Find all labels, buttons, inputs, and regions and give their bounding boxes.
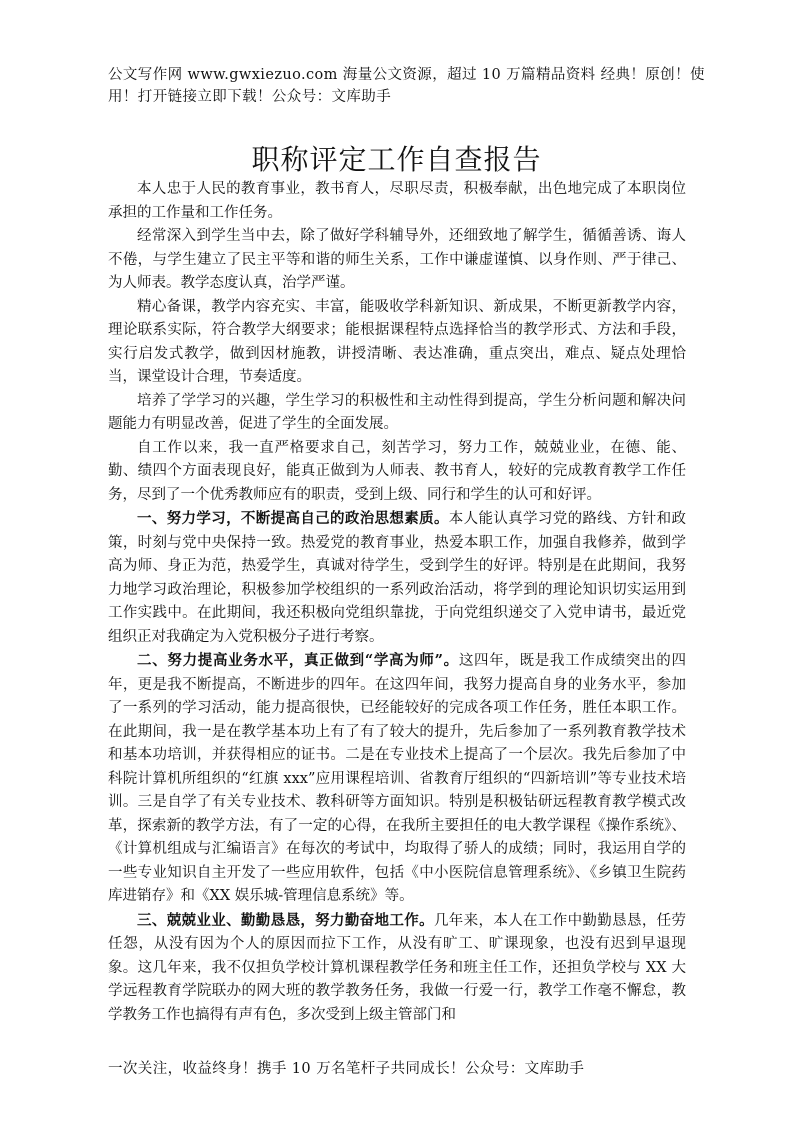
- paragraph-text: 本人能认真学习党的路线、方针和政策，时刻与党中央保持一致。热爱党的教育事业，热爱本职工作，加强自我修养，做到学高为师、身正为范，热爱学生，真诚对待学生，受到学生的好评。特别是在此期间，我努力地学习政治理论，积极参加学校组织的一系列政治活动，将学到的理论知识切实运用到工作实践中。在此期间，我还积极向党组织靠拢，于向党组织递交了入党申请书，最近党组织正对我确定为入党积极分子进行考察。: [108, 511, 687, 645]
- paragraph: [108, 296, 686, 390]
- section-paragraph: [108, 909, 686, 1028]
- section-paragraph: [108, 507, 686, 649]
- paragraph: [108, 225, 686, 296]
- paragraph-text: 培养了学学习的兴趣，学生学习的积极性和主动性得到提高，学生分析问题和解决问题能力有明显改善，促进了学生的全面发展。: [108, 392, 686, 432]
- document-body: [108, 178, 686, 1027]
- paragraph-text: 自工作以来，我一直严格要求自己，刻苦学习，努力工作，兢兢业业，在德、能、勤、绩四个方面表现良好，能真正做到为人师表、教书育人，较好的完成教育教学工作任务，尽到了一个优秀教师应有的职责，受到上级、同行和学生的认可和好评。: [108, 439, 686, 503]
- section-paragraph: [108, 649, 686, 909]
- section-heading: 一、努力学习，不断提高自己的政治思想素质。: [137, 510, 449, 527]
- paragraph: [108, 178, 686, 225]
- footer-promo-text: 一次关注，收益终身！携手 10 万名笔杆子共同成长！公众号：文库助手: [108, 1061, 585, 1077]
- paragraph-text: 经常深入到学生当中去，除了做好学科辅导外，还细致地了解学生，循循善诱、诲人不倦，与学生建立了民主平等和谐的师生关系，工作中谦虚谨慎、以身作则、严于律己、为人师表。教学态度认真，治学严谨。: [108, 228, 686, 291]
- paragraph: [108, 390, 686, 437]
- paragraph-text: 这四年，既是我工作成绩突出的四年，更是我不断提高，不断进步的四年。在这四年间，我努力提高自身的业务水平，参加了一系列的学习活动，能力提高很快，已经能较好的完成各项工作任务，胜任本职工作。在此期间，我一是在教学基本功上有了有了较大的提升，先后参加了一系列教育教学技术和基本功培训，并获得相应的证书。二是在专业技术上提高了一个层次。我先后参加了中科院计算机所组织的“红旗 xxx”应用课程培训、省教育厅组织的“四新培训”等专业技术培训。三是自学了有关专业技术、教科研等方面知识。特别是积极钻研远程教育教学模式改革，探索新的教学方法，有了一定的心得，在我所主要担任的电大教学课程《操作系统》、《计算机组成与汇编语言》在每次的考试中，均取得了骄人的成绩；同时，我运用自学的一些专业知识自主开发了一些应用软件，包括《中小医院信息管理系统》、《乡镇卫生院药库进销存》和《XX 娱乐城-管理信息系统》等。: [108, 653, 686, 904]
- section-heading: 三、兢兢业业、勤勤恳恳，努力勤奋地工作。: [137, 911, 434, 929]
- paragraph-text: 几年来，本人在工作中勤勤恳恳，任劳任怨，从没有因为个人的原因而拉下工作，从没有旷工、旷课现象，也没有迟到早退现象。这几年来，我不仅担负学校计算机课程教学任务和班主任工作，还担负学校与 XX 大学远程教育学院联办的网大班的教学教务任务，我做一行爱一行，教学工作毫不懈怠，教学教务工作也搞得有声有色，多次受到上级主管部门和: [108, 912, 687, 1023]
- document-title: 职称评定工作自查报告: [251, 143, 542, 176]
- header-promo-text: 公文写作网 www.gwxiezuo.com 海量公文资源，超过 10 万篇精品资料 经典！原创！使用！打开链接立即下载！公众号：文库助手: [108, 67, 705, 105]
- paragraph: [108, 437, 686, 508]
- paragraph-text: 精心备课，教学内容充实、丰富，能吸收学科新知识、新成果，不断更新教学内容，理论联系实际，符合教学大纲要求；能根据课程特点选择恰当的教学形式、方法和手段，实行启发式教学，做到因材施教，讲授清晰、表达准确，重点突出，难点、疑点处理恰当，课堂设计合理，节奏适度。: [108, 298, 686, 385]
- paragraph-text: 本人忠于人民的教育事业，教书育人，尽职尽责，积极奉献，出色地完成了本职岗位承担的工作量和工作任务。: [108, 181, 686, 221]
- section-heading: 二、努力提高业务水平，真正做到“学高为师”。: [137, 652, 459, 669]
